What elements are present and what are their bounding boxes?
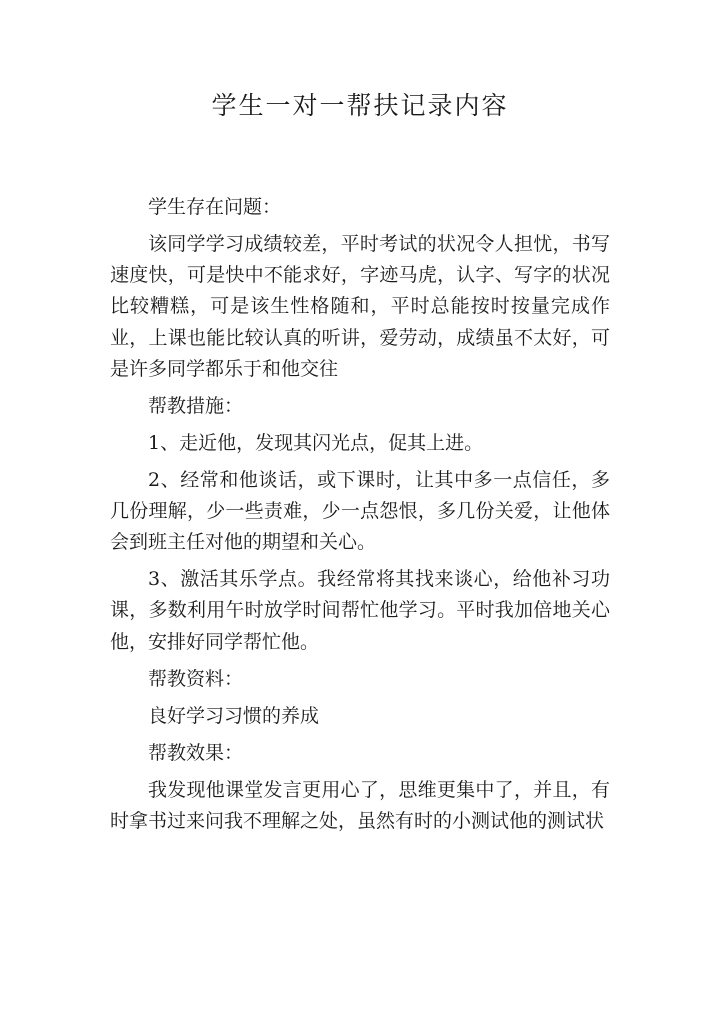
section-heading-measures: 帮教措施： — [148, 394, 244, 417]
section-heading-problems: 学生存在问题： — [148, 196, 282, 218]
measure-item-2: 2、经常和他谈话，或下课时，让其中多一点信任，多几份理解，少一些责难，少一点怨恨，多几份关爱，让他体会到班主任对他的期望和关心。 — [110, 468, 610, 554]
section-heading-materials: 帮教资料： — [148, 667, 244, 690]
measure-item-3: 3、激活其乐学点。我经常将其找来谈心，给他补习功课，多数利用午时放学时间帮忙他学习。平时我加倍地关心他，安排好同学帮忙他。 — [110, 568, 610, 653]
measure-item-1: 1、走近他，发现其闪光点，促其上进。 — [148, 431, 484, 454]
materials-content: 良好学习习惯的养成 — [148, 704, 320, 727]
document-body — [110, 192, 610, 843]
paragraph-problem-description: 该同学学习成绩较差，平时考试的状况令人担忧，书写速度快，可是快中不能求好，字迹马虎，认字、写字的状况比较糟糕，可是该生性格随和，平时总能按时按量完成作业，上课也能比较认真的听讲，爱劳动，成绩虽不太好，可是许多同学都乐于和他交往 — [110, 233, 610, 380]
document-title: 学生一对一帮扶记录内容 — [211, 91, 509, 120]
section-heading-effects: 帮教效果： — [148, 741, 244, 764]
effects-content: 我发现他课堂发言更用心了，思维更集中了，并且，有时拿书过来问我不理解之处，虽然有时的小测试他的测试状 — [110, 778, 610, 832]
